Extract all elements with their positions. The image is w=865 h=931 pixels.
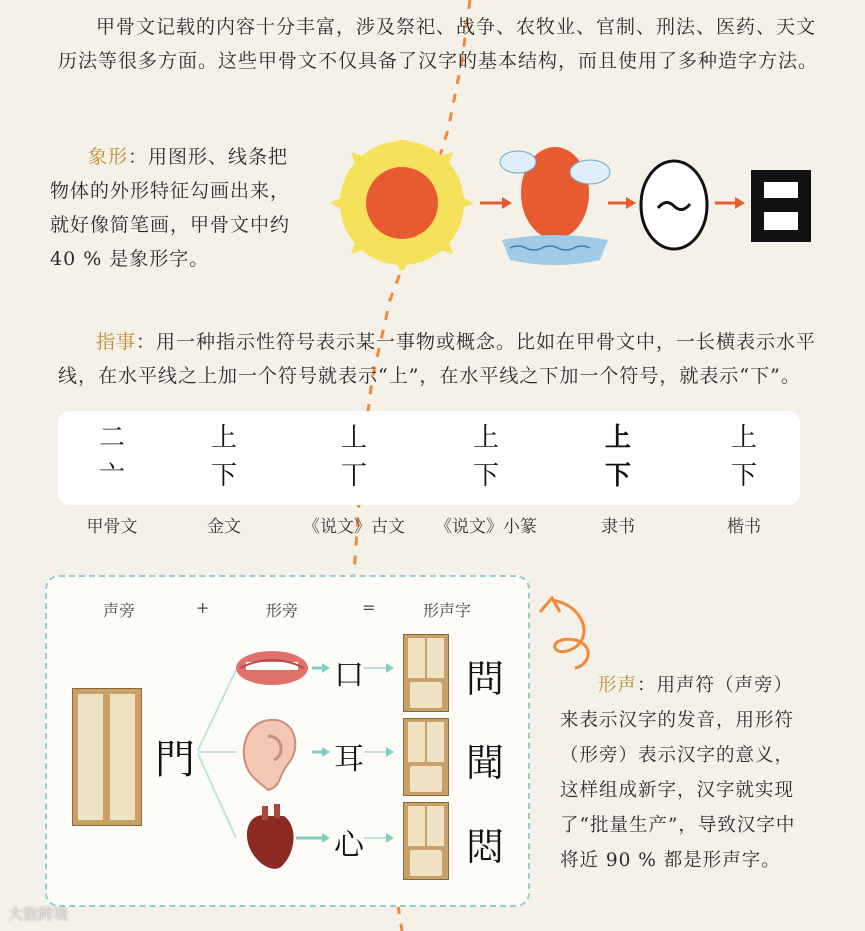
pictograph-term: 象形: [88, 146, 129, 168]
glyph-label: 楷书: [727, 517, 761, 537]
glyph-top: 上: [210, 423, 237, 453]
glyph-bottom: 下: [472, 461, 499, 491]
phonosemantic-paragraph: [560, 668, 810, 878]
head-equals: =: [362, 598, 376, 617]
glyph-label: 隶书: [601, 517, 635, 537]
result-char: 聞: [466, 741, 505, 785]
phonosemantic-text: ：用声符（声旁）来表示汉字的发音，用形符（形旁）表示汉字的意义，这样组成新字，汉字就实现了“批量生产”，导致汉字中将近 90 % 都是形声字。: [560, 675, 796, 871]
glyph-bottom: 下: [210, 461, 237, 491]
head-phonetic: 声旁: [103, 601, 136, 620]
glyph-top: 二: [98, 423, 125, 453]
phonetic-char: 門: [155, 737, 195, 783]
glyph-bottom: 丅: [340, 461, 367, 491]
ear-icon: [244, 720, 296, 790]
glyph-bottom: 下: [730, 461, 757, 491]
glyph-label: 《说文》小篆: [435, 517, 537, 537]
glyph-top: 上: [730, 423, 757, 453]
head-semantic: 形旁: [266, 601, 299, 620]
pictograph-text: ：用图形、线条把物体的外形特征勾画出来，就好像简笔画，甲骨文中约 40 % 是象形字。: [50, 146, 291, 270]
glyph-top: 丄: [340, 423, 367, 453]
intro-paragraph: 甲骨文记载的内容十分丰富，涉及祭祀、战争、农牧业、官制、刑法、医药、天文历法等很多方面。这些甲骨文不仅具备了汉字的基本结构，而且使用了多种造字方法。: [58, 16, 819, 72]
mouth-icon: [236, 651, 308, 685]
semantic-char: 耳: [334, 742, 364, 777]
glyph-bottom: 亠: [98, 461, 125, 491]
semantic-char: 口: [334, 658, 364, 693]
glyph-bottom: 下: [604, 461, 631, 491]
indicative-text: ：用一种指示性符号表示某一事物或概念。比如在甲骨文中，一长横表示水平线，在水平线之上加一个符号就表示“上”，在水平线之下加一个符号，就表示“下”。: [58, 331, 817, 387]
door-with-mouth-icon: [403, 634, 449, 712]
glyph-label: 金文: [207, 517, 241, 537]
door-with-heart-icon: [403, 802, 449, 880]
semantic-char: 心: [334, 828, 364, 863]
glyph-top: 上: [472, 423, 499, 453]
phonosemantic-term: 形声: [598, 675, 638, 696]
indicative-term: 指事: [96, 331, 137, 353]
glyph-label: 甲骨文: [86, 517, 138, 537]
head-plus: +: [196, 598, 210, 617]
result-char: 問: [466, 657, 505, 701]
head-result: 形声字: [423, 601, 472, 620]
glyph-label: 《说文》古文: [303, 517, 405, 537]
watermark: 大数跨境: [8, 905, 69, 923]
door-with-ear-icon: [403, 718, 449, 796]
heart-icon: [247, 804, 294, 869]
result-char: 悶: [466, 825, 505, 869]
glyph-top: 上: [604, 423, 631, 453]
